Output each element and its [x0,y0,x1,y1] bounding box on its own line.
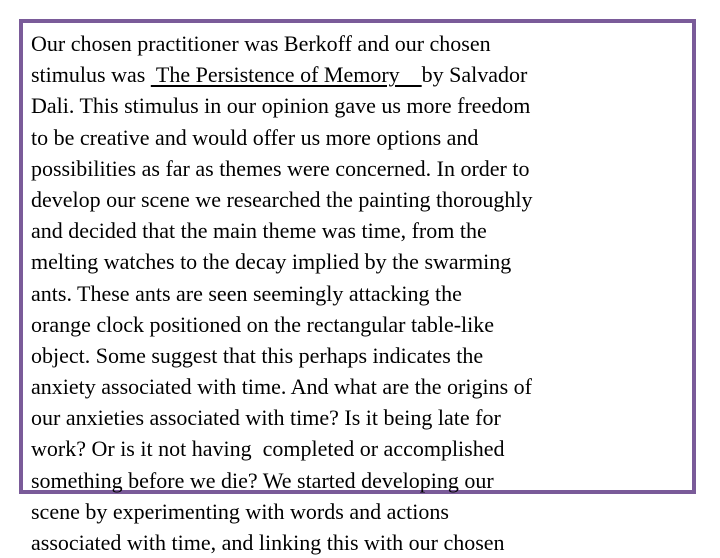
text-line-with-title [31,59,671,90]
text-line: anxiety associated with time. And what are the origins of [31,374,532,400]
text-line: possibilities as far as themes were concerned. In order to [31,155,530,181]
text-line: our anxieties associated with time? Is it being late for [31,405,501,431]
artwork-title: The Persistence of Memory [150,62,422,88]
body-text [31,28,671,558]
text-segment: by Salvador [421,62,528,88]
text-line: orange clock positioned on the rectangular table-like [31,311,495,337]
text-line: object. Some suggest that this perhaps indicates the [31,342,484,368]
text-line: work? Or is it not having completed or accomplished [31,436,505,462]
text-line: melting watches to the decay implied by the swarming [31,249,512,275]
text-line: something before we die? We started developing our [31,467,494,493]
text-segment: stimulus was [31,62,151,88]
text-line: scene by experimenting with words and actions [31,498,449,524]
text-line: ants. These ants are seen seemingly attacking the [31,280,462,306]
text-line: Dali. This stimulus in our opinion gave us more freedom [31,93,531,119]
text-line: develop our scene we researched the painting thoroughly [31,186,533,212]
text-line: associated with time, and linking this with our chosen [31,530,505,555]
text-line: and decided that the main theme was time, from the [31,218,487,244]
text-line: to be creative and would offer us more options and [31,124,479,150]
text-line: Our chosen practitioner was Berkoff and our chosen [31,31,491,56]
